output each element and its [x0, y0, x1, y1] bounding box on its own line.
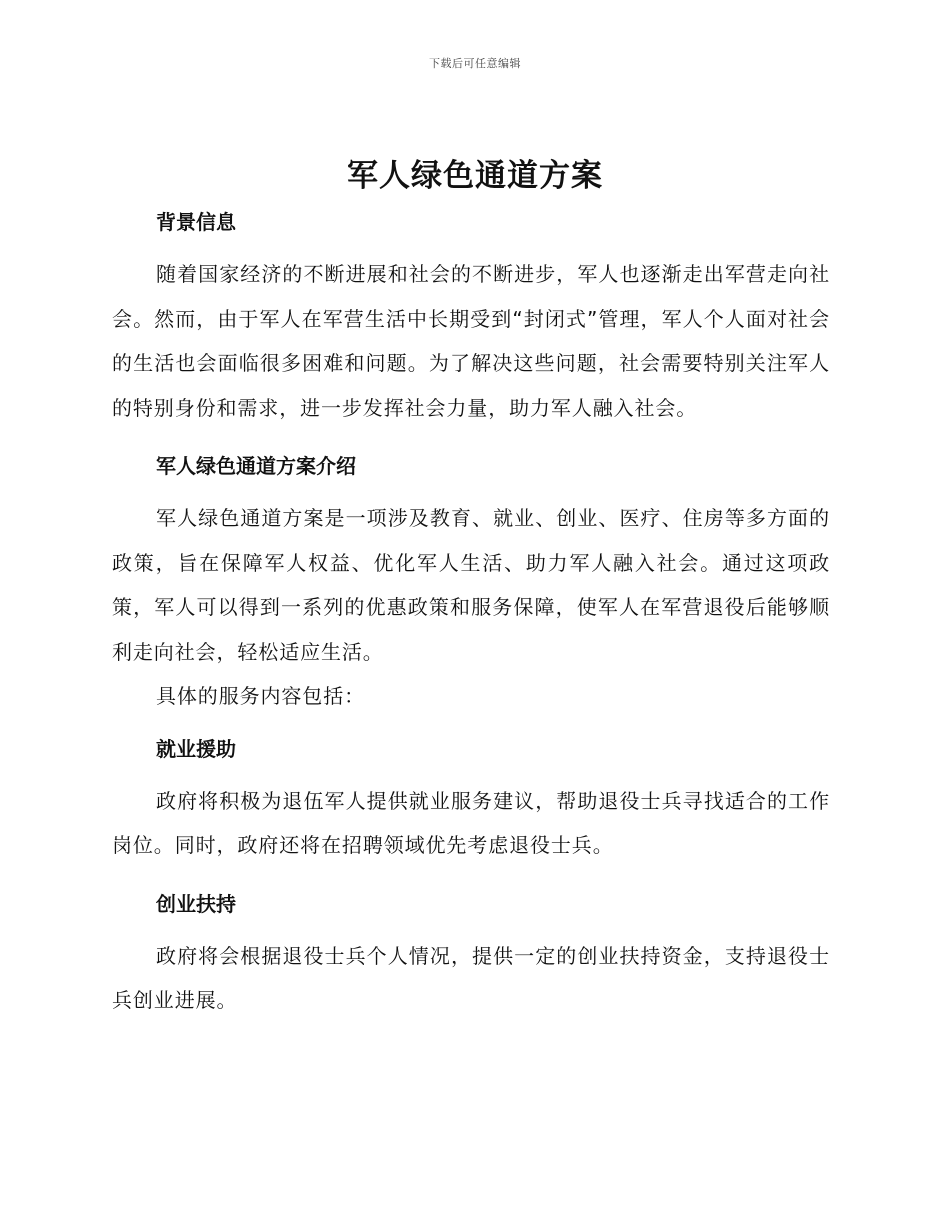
section-heading-background: 背景信息 [156, 210, 236, 234]
paragraph-employment: 政府将积极为退伍军人提供就业服务建议，帮助退役士兵寻找适合的工作岗位。同时，政府还将在招聘领域优先考虑退役士兵。 [112, 788, 830, 857]
section-heading-intro: 军人绿色通道方案介绍 [156, 454, 356, 478]
paragraph-entrepreneurship: 政府将会根据退役士兵个人情况，提供一定的创业扶持资金，支持退役士兵创业进展。 [112, 943, 830, 1012]
page-header: 下载后可任意编辑 [429, 57, 521, 70]
paragraph-background: 随着国家经济的不断进展和社会的不断进步，军人也逐渐走出军营走向社会。然而，由于军人在军营生活中长期受到“封闭式”管理，军人个人面对社会的生活也会面临很多困难和问题。为了解决这些问题，社会需要特别关注军人的特别身份和需求，进一步发挥社会力量，助力军人融入社会。 [112, 262, 830, 420]
document-body [112, 200, 830, 1023]
document-title: 军人绿色通道方案 [347, 158, 603, 194]
section-heading-entrepreneurship: 创业扶持 [156, 891, 236, 916]
paragraph-intro: 军人绿色通道方案是一项涉及教育、就业、创业、医疗、住房等多方面的政策，旨在保障军人权益、优化军人生活、助力军人融入社会。通过这项政策，军人可以得到一系列的优惠政策和服务保障，使军人在军营退役后能够顺利走向社会，轻松适应生活。 [112, 506, 830, 664]
section-heading-employment: 就业援助 [156, 736, 236, 761]
paragraph-services-intro: 具体的服务内容包括： [156, 684, 365, 708]
